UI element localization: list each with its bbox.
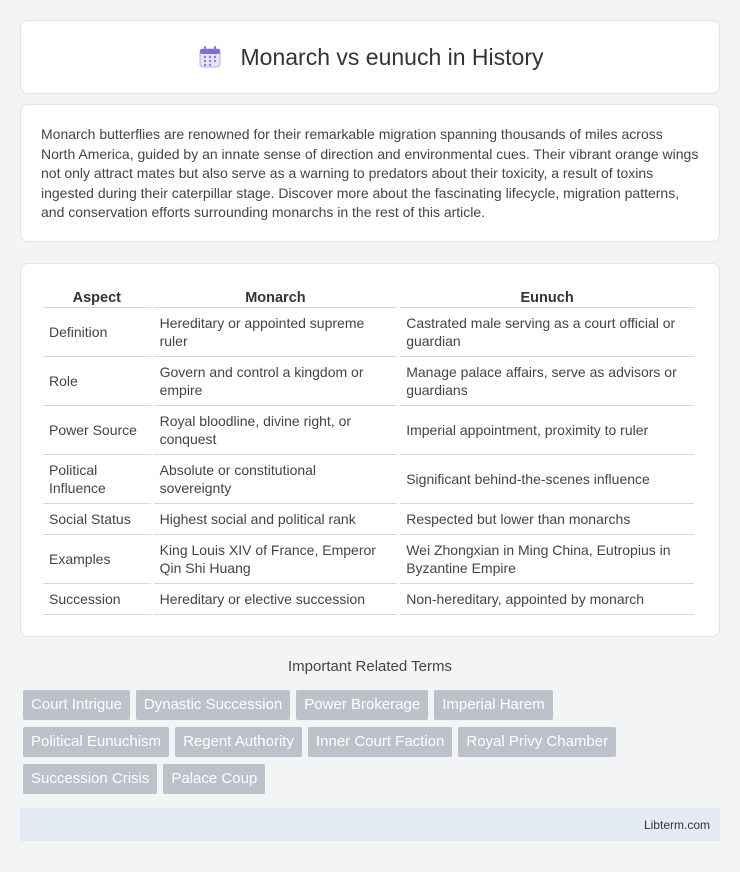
table-header-row [43, 284, 694, 308]
tag-succession-crisis[interactable]: Succession Crisis [23, 764, 157, 794]
tag-row [23, 727, 703, 757]
header-aspect: Aspect [43, 284, 151, 308]
page-title: Monarch vs eunuch in History [240, 43, 544, 70]
table-row [43, 308, 694, 357]
tag-imperial-harem[interactable]: Imperial Harem [434, 690, 553, 720]
calendar-icon [197, 44, 223, 70]
table-row [43, 504, 694, 535]
eunuch-cell: Manage palace affairs, serve as advisors or guardians [400, 357, 694, 406]
tag-palace-coup[interactable]: Palace Coup [163, 764, 265, 794]
aspect-cell: Examples [43, 535, 151, 584]
comparison-card [20, 263, 720, 637]
monarch-cell: Highest social and political rank [154, 504, 398, 535]
monarch-cell: Hereditary or elective succession [154, 584, 398, 615]
tag-court-intrigue[interactable]: Court Intrigue [23, 690, 130, 720]
monarch-cell: Govern and control a kingdom or empire [154, 357, 398, 406]
comparison-table [40, 284, 697, 615]
eunuch-cell: Significant behind-the-scenes influence [400, 455, 694, 504]
header-monarch: Monarch [154, 284, 398, 308]
eunuch-cell: Castrated male serving as a court official or guardian [400, 308, 694, 357]
tag-row [23, 764, 703, 794]
table-row [43, 406, 694, 455]
tag-power-brokerage[interactable]: Power Brokerage [296, 690, 428, 720]
related-terms-title: Important Related Terms [288, 658, 452, 675]
tag-political-eunuchism[interactable]: Political Eunuchism [23, 727, 169, 757]
monarch-cell: King Louis XIV of France, Emperor Qin Shi Huang [154, 535, 398, 584]
tag-dynastic-succession[interactable]: Dynastic Succession [136, 690, 290, 720]
table-row [43, 535, 694, 584]
table-row [43, 357, 694, 406]
intro-card [20, 104, 720, 242]
tag-inner-court-faction[interactable]: Inner Court Faction [308, 727, 452, 757]
intro-text: Monarch butterflies are renowned for their remarkable migration spanning thousands of miles across North America, guided by an innate sense of direction and environmental cues. Their vibrant orange wings not only attract mates but also serve as a warning to predators about their toxicity, a result of toxins ingested during their caterpillar stage. Discover more about the fascinating lifecycle, migration patterns, and conservation efforts surrounding monarchs in the rest of this article. [41, 126, 699, 220]
footer [20, 808, 720, 841]
footer-site-link[interactable]: Libterm.com [643, 817, 710, 832]
aspect-cell: Social Status [43, 504, 151, 535]
header-card [20, 20, 720, 94]
monarch-cell: Absolute or constitutional sovereignty [154, 455, 398, 504]
aspect-cell: Power Source [43, 406, 151, 455]
aspect-cell: Succession [43, 584, 151, 615]
tag-regent-authority[interactable]: Regent Authority [175, 727, 302, 757]
monarch-cell: Royal bloodline, divine right, or conquest [154, 406, 398, 455]
monarch-cell: Hereditary or appointed supreme ruler [154, 308, 398, 357]
table-row [43, 584, 694, 615]
eunuch-cell: Imperial appointment, proximity to ruler [400, 406, 694, 455]
eunuch-cell: Wei Zhongxian in Ming China, Eutropius in Byzantine Empire [400, 535, 694, 584]
tag-royal-privy-chamber[interactable]: Royal Privy Chamber [458, 727, 616, 757]
related-terms-tags [23, 690, 703, 801]
tag-row [23, 690, 703, 720]
aspect-cell: Role [43, 357, 151, 406]
eunuch-cell: Respected but lower than monarchs [400, 504, 694, 535]
header [197, 44, 544, 71]
aspect-cell: Political Influence [43, 455, 151, 504]
header-eunuch: Eunuch [400, 284, 694, 308]
aspect-cell: Definition [43, 308, 151, 357]
eunuch-cell: Non-hereditary, appointed by monarch [400, 584, 694, 615]
table-row [43, 455, 694, 504]
